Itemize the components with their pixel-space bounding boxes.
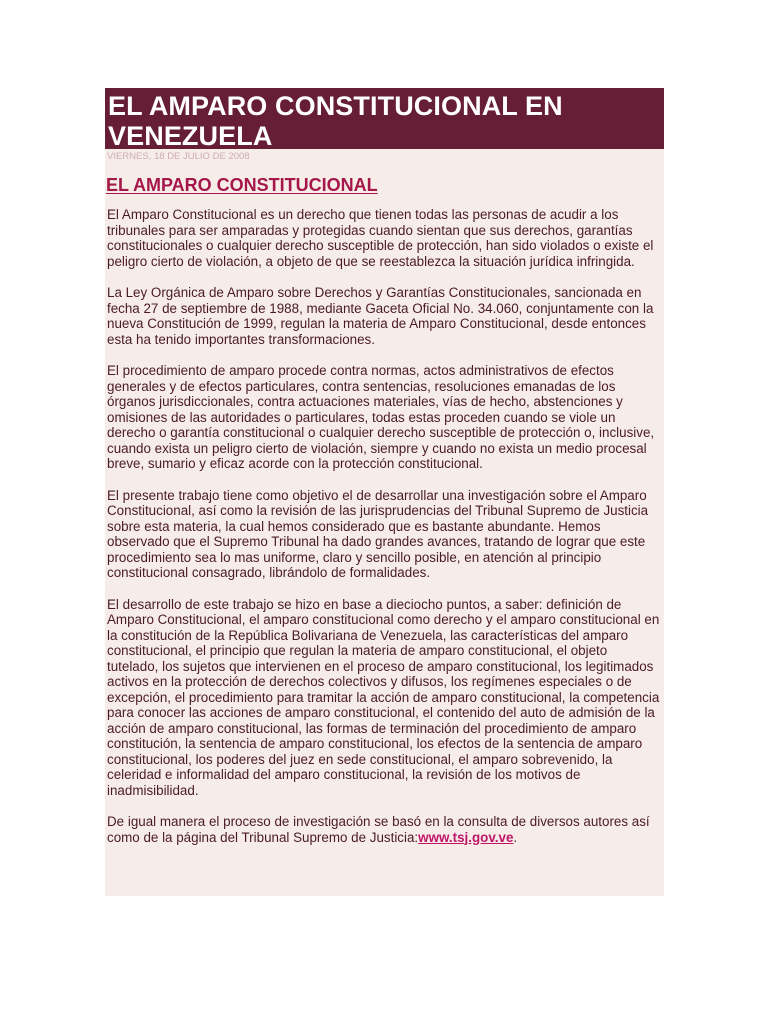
paragraph-1: El Amparo Constitucional es un derecho que tienen todas las personas de acudir a los tribunales para ser amparadas y protegidas cuando sientan que sus derechos, garantías constitucionales o cualquier derecho susceptible de protección, han sido violados o existe el peligro cierto de violación, a objeto de que se reestablezca la situación jurídica infringida.: [107, 207, 654, 269]
paragraph-5: El desarrollo de este trabajo se hizo en base a dieciocho puntos, a saber: definición de Amparo Constitucional, el amparo constitucional como derecho y el amparo constitucional en la constitución de la República Bolivariana de Venezuela, las características del amparo constitucional, el principio que regulan la materia de amparo constitucional, el objeto tutelado, los sujetos que intervienen en el proceso de amparo constitucional, los legitimados activos en la protección de derechos colectivos y difusos, los regímenes especiales o de excepción, el procedimiento para tramitar la acción de amparo constitucional, la competencia para conocer las acciones de amparo constitucional, el contenido del auto de admisión de la acción de amparo constitucional, las formas de terminación del procedimiento de amparo constitución, la sentencia de amparo constitucional, los efectos de la sentencia de amparo constitucional, los poderes del juez en sede constitucional, el amparo sobrevenido, la celeridad e informalidad del amparo constitucional, la revisión de los motivos de inadmisibilidad.: [107, 596, 660, 798]
paragraph-2: La Ley Orgánica de Amparo sobre Derechos y Garantías Constitucionales, sancionada en fecha 27 de septiembre de 1988, mediante Gaceta Oficial No. 34.060, conjuntamente con la nueva Constitución de 1999, regulan la materia de Amparo Constitucional, desde entonces esta ha tenido importantes transformaciones.: [107, 285, 654, 347]
post-date: VIERNES, 18 DE JULIO DE 2008: [107, 151, 250, 162]
paragraph-3: El procedimiento de amparo procede contra normas, actos administrativos de efectos generales y de efectos particulares, contra sentencias, resoluciones emanadas de los órganos jurisdiccionales, contra actuaciones materiales, vías de hecho, abstenciones y omisiones de las autoridades o particulares, todas estas proceden cuando se viole un derecho o garantía constitucional o cualquier derecho susceptible de protección o, inclusive, cuando exista un peligro cierto de violación, siempre y cuando no exista un medio procesal breve, sumario y eficaz acorde con la protección constitucional.: [107, 363, 655, 471]
post-title: EL AMPARO CONSTITUCIONAL EN VENEZUELA: [108, 91, 563, 151]
paragraph-6-suffix: .: [513, 829, 518, 845]
title-bar: [105, 88, 664, 149]
tsj-website-link[interactable]: www.tsj.gov.ve: [418, 829, 514, 845]
paragraph-6: [107, 814, 661, 845]
blog-post: [105, 88, 664, 896]
paragraph-6-text: De igual manera el proceso de investigación se basó en la consulta de diversos autores así como de la página del Tribunal Supremo de Justicia:: [107, 814, 650, 845]
paragraph-4: El presente trabajo tiene como objetivo el de desarrollar una investigación sobre el Amparo Constitucional, así como la revisión de las jurisprudencias del Tribunal Supremo de Justicia sobre esta materia, la cual hemos considerado que es bastante abundante. Hemos observado que el Supremo Tribunal ha dado grandes avances, tratando de lograr que este procedimiento sea lo mas uniforme, claro y sencillo posible, en atención al principio constitucional consagrado, librándolo de formalidades.: [107, 487, 649, 580]
post-body: [105, 207, 664, 845]
section-heading: EL AMPARO CONSTITUCIONAL: [106, 175, 378, 195]
